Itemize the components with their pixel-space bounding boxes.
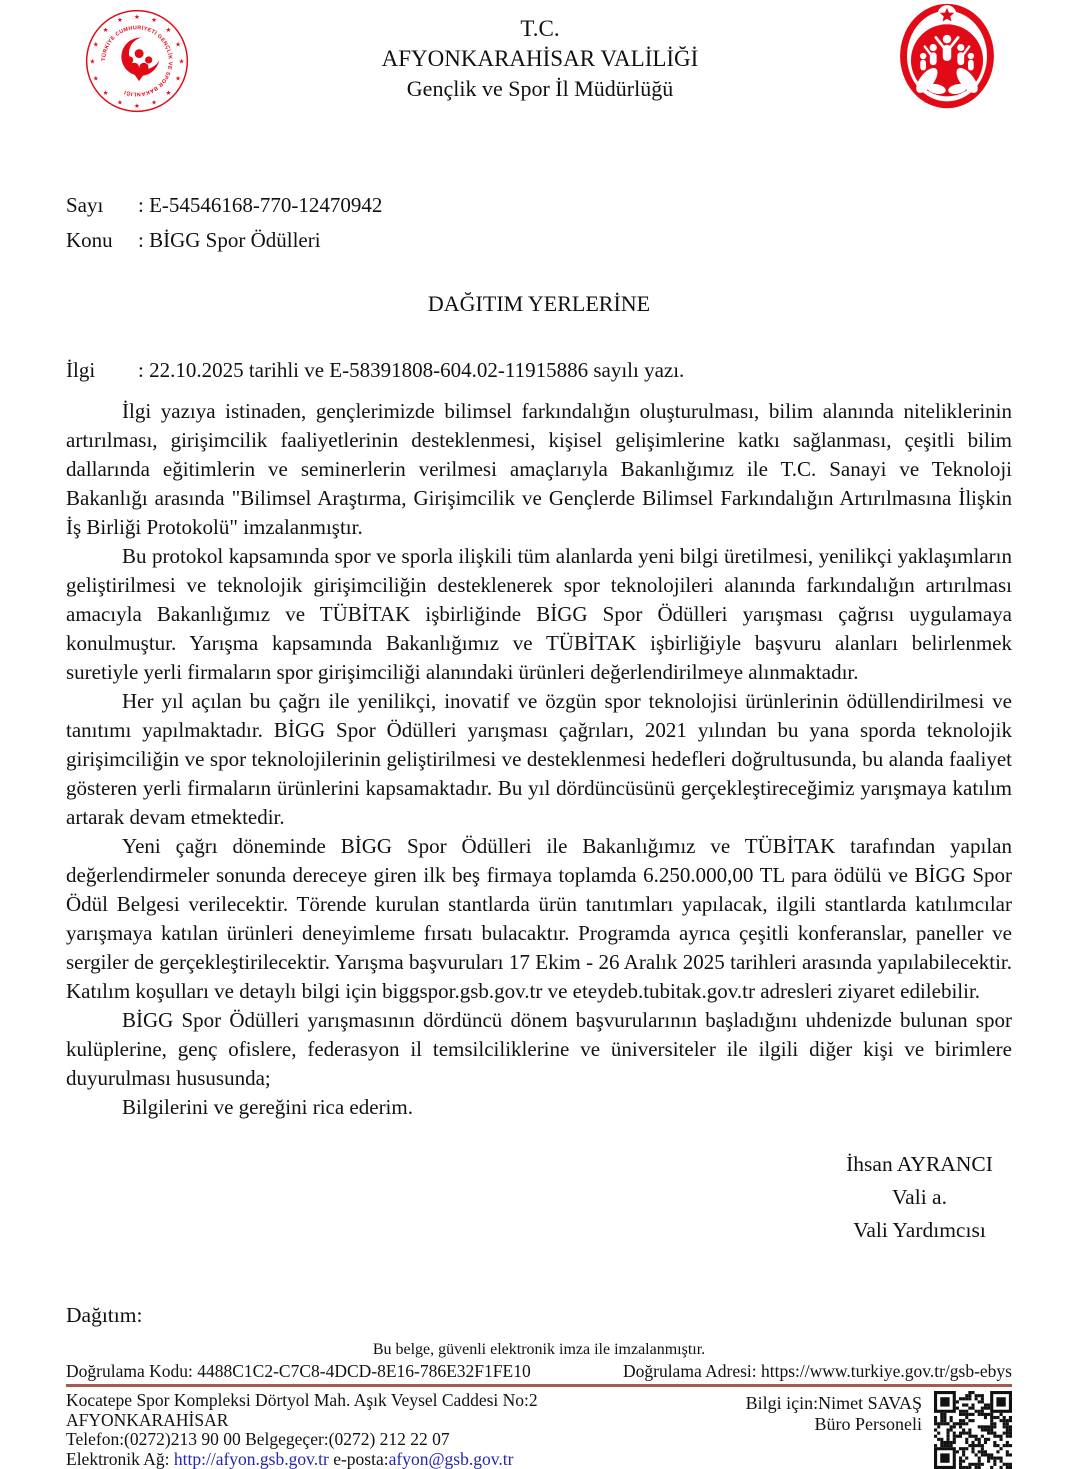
verification-code — [66, 1361, 531, 1381]
closing-line: Bilgilerini ve gereğini rica ederim. — [66, 1093, 1012, 1122]
seal-crescent-figures-icon — [121, 38, 159, 81]
sayi-row — [66, 192, 1012, 218]
footer-address-line1: Kocatepe Spor Kompleksi Dörtyol Mah. Aşık Veysel Caddesi No:2 — [66, 1391, 538, 1411]
verification-code-label: Doğrulama Kodu: — [66, 1361, 193, 1381]
letter-body — [66, 397, 1012, 1122]
letter-content — [0, 192, 1080, 1247]
qr-code — [934, 1391, 1012, 1469]
footer-phone-line: Telefon:(0272)213 90 00 Belgegeçer:(0272) 212 22 07 — [66, 1430, 538, 1450]
ministry-seal-icon — [84, 8, 190, 114]
svg-text:★: ★ — [93, 40, 99, 48]
verification-address — [623, 1361, 1012, 1381]
letterhead-tc: T.C. — [0, 14, 1080, 44]
footer-address-block — [66, 1391, 538, 1469]
footer-email-label: e-posta: — [333, 1449, 388, 1469]
footer-web-label: Elektronik Ağ: — [66, 1449, 170, 1469]
svg-text:★: ★ — [151, 98, 157, 106]
svg-text:★: ★ — [166, 89, 172, 97]
svg-text:★: ★ — [103, 26, 109, 34]
letter-bottom — [0, 1303, 1080, 1469]
verification-address-value: https://www.turkiye.gov.tr/gsb-ebys — [761, 1361, 1012, 1381]
footer-divider — [66, 1384, 1012, 1387]
footer-contact-block — [746, 1391, 922, 1469]
meta-block — [66, 192, 1012, 253]
ilgi-row — [66, 357, 1012, 383]
seal-ring-text: TÜRKİYE CUMHURİYETİ GENÇLİK VE SPOR BAKANLIĞI — [100, 25, 173, 99]
gsb-emblem-icon — [892, 2, 1002, 108]
konu-row — [66, 227, 1012, 253]
footer-email-link[interactable]: afyon@gsb.gov.tr — [389, 1449, 514, 1469]
footer-web-line — [66, 1450, 538, 1469]
letterhead-org: AFYONKARAHİSAR VALİLİĞİ — [0, 44, 1080, 74]
footer — [66, 1391, 1012, 1469]
sayi-label: Sayı — [66, 192, 138, 218]
svg-text:★: ★ — [117, 98, 123, 106]
ilgi-label: İlgi — [66, 357, 138, 383]
sayi-value: : E-54546168-770-12470942 — [138, 192, 382, 218]
esignature-note: Bu belge, güvenli elektronik imza ile imzalanmıştır. — [66, 1341, 1012, 1359]
footer-web-link[interactable]: http://afyon.gsb.gov.tr — [174, 1449, 329, 1469]
paragraph-3: Her yıl açılan bu çağrı ile yenilikçi, inovatif ve özgün spor teknolojisi ürünlerinin ödüllendirilmesi ve tanıtımı yapılmaktadır. BİGG Spor Ödülleri yarışması çağrıları, 2021 yılından bu yana sporda teknolojik girişimciliğin ve spor teknolojilerinin geliştirilmesi ve desteklenmesi hedefleri doğrultusunda, bu alanda faaliyet gösteren yerli firmaların ürünlerini kapsamaktadır. Bu yıl dördüncüsünü gerçekleştireceğimiz yarışmaya katılım artarak devam etmektedir. — [66, 687, 1012, 832]
svg-text:★: ★ — [90, 57, 96, 65]
signer-title2: Vali Yardımcısı — [827, 1214, 1012, 1247]
recipient-line: DAĞITIM YERLERİNE — [66, 291, 1012, 317]
konu-value: : BİGG Spor Ödülleri — [138, 227, 321, 253]
svg-text:★: ★ — [134, 13, 140, 21]
signer-name: İhsan AYRANCI — [827, 1148, 1012, 1181]
signer-title1: Vali a. — [827, 1181, 1012, 1214]
svg-text:★: ★ — [175, 74, 181, 82]
verification-row — [66, 1361, 1012, 1381]
footer-address-line2: AFYONKARAHİSAR — [66, 1411, 538, 1431]
svg-text:★: ★ — [117, 16, 123, 24]
svg-text:★: ★ — [166, 26, 172, 34]
ilgi-value: : 22.10.2025 tarihli ve E-58391808-604.02-11915886 sayılı yazı. — [138, 357, 684, 383]
footer-info-line2: Büro Personeli — [746, 1414, 922, 1435]
konu-label: Konu — [66, 227, 138, 253]
svg-text:TÜRKİYE CUMHURİYETİ GENÇLİK VE — [100, 25, 173, 99]
signature-block — [827, 1148, 1012, 1247]
paragraph-5: BİGG Spor Ödülleri yarışmasının dördüncü dönem başvurularının başladığını uhdenizde bulunan spor kulüplerine, genç ofislere, federasyon il temsilciliklerine ve üniversiteler ile ilgili diğer kişi ve birimlere duyurulması hususunda; — [66, 1006, 1012, 1093]
verification-address-label: Doğrulama Adresi: — [623, 1361, 757, 1381]
distribution-label: Dağıtım: — [66, 1303, 1012, 1327]
verification-code-value: 4488C1C2-C7C8-4DCD-8E16-786E32F1FE10 — [197, 1361, 530, 1381]
paragraph-2: Bu protokol kapsamında spor ve sporla ilişkili tüm alanlarda yeni bilgi üretilmesi, yenilikçi yaklaşımların geliştirilmesi ve teknolojik girişimciliğin desteklenerek spor teknolojileri alanında farkındalığın artırılması amacıyla Bakanlığımız ve TÜBİTAK işbirliğinde BİGG Spor Ödülleri yarışması çağrısı uygulamaya konulmuştur. Yarışma kapsamında Bakanlığımız ve TÜBİTAK işbirliğiyle başvuru alanları belirlenmek suretiyle yerli firmaların spor girişimciliği alanındaki ürünleri değerlendirilmeye alınmaktadır. — [66, 542, 1012, 687]
paragraph-1: İlgi yazıya istinaden, gençlerimizde bilimsel farkındalığın oluşturulması, bilim alanında niteliklerinin artırılması, girişimcilik faaliyetlerinin desteklenmesi, kişisel gelişimlerine katkı sağlanması, çeşitli bilim dallarında eğitimlerin ve seminerlerin verilmesi amaçlarıyla Bakanlığımız ile T.C. Sanayi ve Teknoloji Bakanlığı arasında "Bilimsel Araştırma, Girişimcilik ve Gençlerde Bilimsel Farkındalığın Artırılmasına İlişkin İş Birliği Protokolü" imzalanmıştır. — [66, 397, 1012, 542]
svg-text:★: ★ — [151, 16, 157, 24]
svg-text:★: ★ — [134, 102, 140, 110]
svg-text:★: ★ — [175, 40, 181, 48]
footer-info-line1: Bilgi için:Nimet SAVAŞ — [746, 1393, 922, 1414]
letter-header — [0, 0, 1080, 122]
letterhead-dept: Gençlik ve Spor İl Müdürlüğü — [0, 74, 1080, 104]
svg-text:★: ★ — [103, 89, 109, 97]
svg-text:★: ★ — [179, 57, 185, 65]
paragraph-4: Yeni çağrı döneminde BİGG Spor Ödülleri ile Bakanlığımız ve TÜBİTAK tarafından yapılan değerlendirmeler sonunda dereceye giren ilk beş firmaya toplamda 6.250.000,00 TL para ödülü ve BİGG Spor Ödül Belgesi verilecektir. Törende kurulan stantlarda ürün tanıtımları yapılacak, ilgili stantlarda katılımcılar yarışmaya katılan ürünleri deneyimleme fırsatı bulacaktır. Programda ayrıca çeşitli konferanslar, paneller ve sergiler de gerçekleştirilecektir. Yarışma başvuruları 17 Ekim - 26 Aralık 2025 tarihleri arasında yapılabilecektir. Katılım koşulları ve detaylı bilgi için biggspor.gsb.gov.tr ve eteydeb.tubitak.gov.tr adresleri ziyaret edilebilir. — [66, 832, 1012, 1006]
svg-text:★: ★ — [93, 74, 99, 82]
